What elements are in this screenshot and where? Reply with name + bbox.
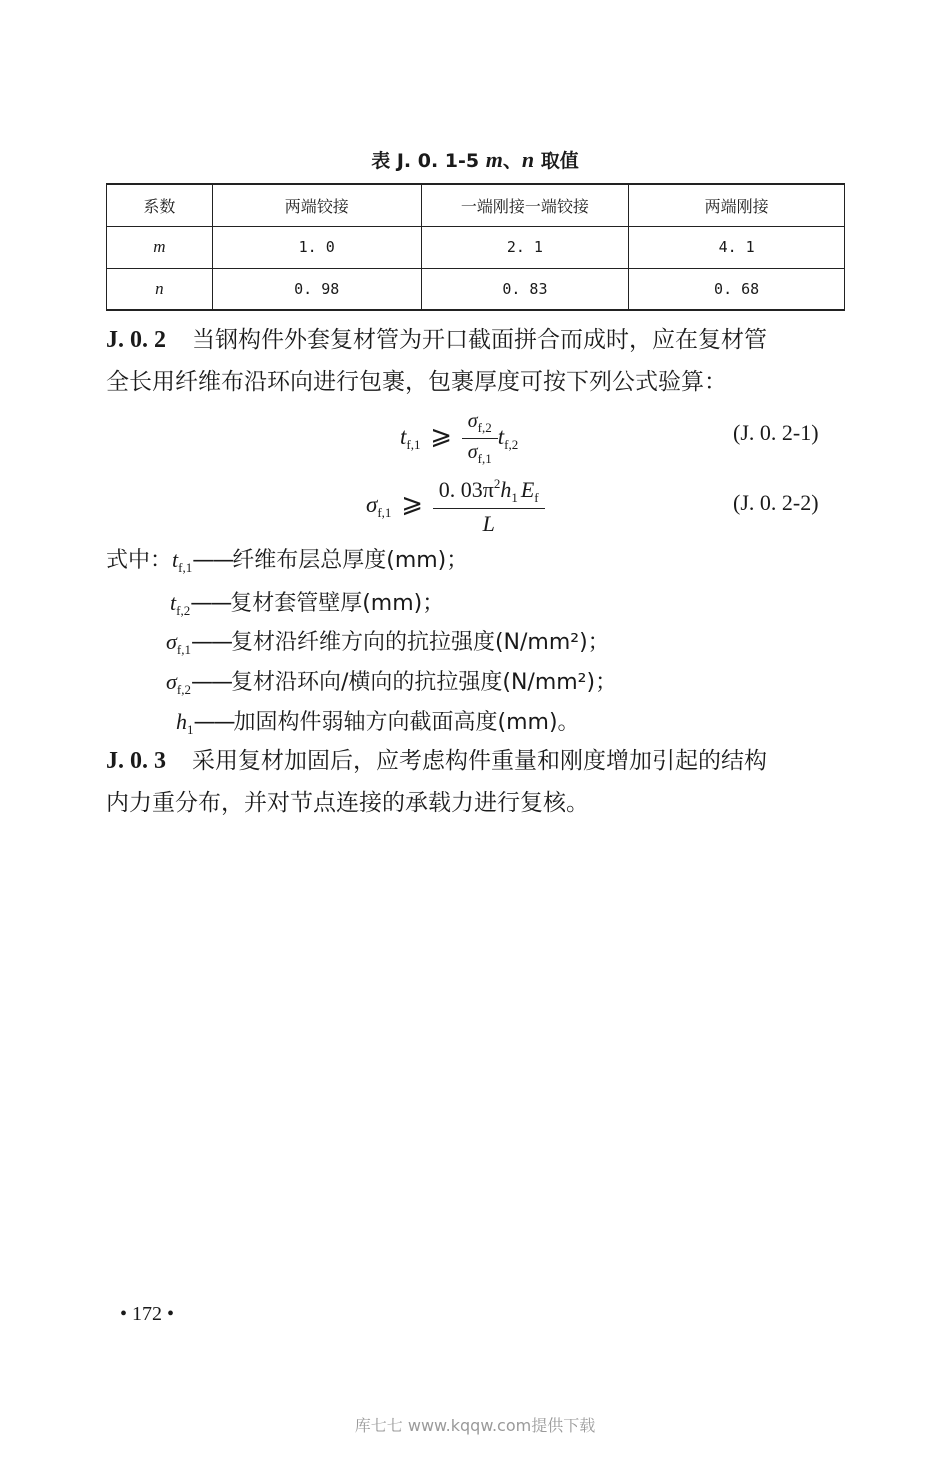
formula-label: (J. 0. 2-1) (733, 420, 819, 445)
section-text: 当钢构件外套复材管为开口截面拼合而成时，应在复材管 (192, 327, 767, 353)
table-title-suffix: 取值 (534, 150, 579, 172)
definition-desc: 复材沿环向/横向的抗拉强度(N/mm²)； (230, 670, 618, 695)
table-cell: 2. 1 (421, 226, 629, 268)
definition-item: 式中：$t_{f,1}——$纤维布层总厚度(mm)； (106, 547, 469, 575)
section-text: 采用复材加固后，应考虑构件重量和刚度增加引起的结构 (192, 748, 767, 774)
table-title-sep: 、 (502, 150, 522, 172)
definition-desc: 纤维布层总厚度(mm)； (232, 548, 469, 573)
section-j02-line1 (106, 319, 846, 361)
formula-j02-2: $\sigma_{f,1}$ ⩾ $\frac{0. 03\pi^2h_1 E_f}{L}$ (366, 476, 545, 537)
section-j03-line2: 内力重分布，并对节点连接的承载力进行复核。 (106, 790, 589, 816)
table-row (107, 226, 845, 268)
table-header-cell: 两端铰接 (212, 184, 421, 226)
section-j02 (106, 319, 846, 403)
table-cell: 1. 0 (212, 226, 421, 268)
formula-fraction: $\frac{0. 03\pi^2h_1 E_f}{L}$ (433, 476, 545, 537)
section-j03-line1 (106, 740, 846, 782)
watermark: 库七七 www.kqqw.com提供下载 (354, 1416, 596, 1435)
table-title-m: m (485, 147, 503, 172)
table-header-row (107, 184, 845, 226)
table-header-cell: 两端刚接 (629, 184, 845, 226)
formula-j02-1: $t_{f,1}$ ⩾ $\frac{\sigma_{f,2}}{\sigma_{f,1}}$ $t_{f,2}$ (400, 410, 519, 466)
row-symbol: m (107, 226, 213, 268)
definition-desc: 复材沿纤维方向的抗拉强度(N/mm²)； (230, 630, 610, 655)
section-number: J. 0. 3 (106, 748, 166, 774)
definition-item: $\sigma_{f,2}——$复材沿环向/横向的抗拉强度(N/mm²)； (166, 669, 618, 697)
table-title-n: n (521, 147, 535, 172)
table-cell: 0. 83 (421, 268, 629, 310)
formula-label: (J. 0. 2-2) (733, 490, 819, 515)
table-title (0, 146, 950, 173)
formula-fraction: $\frac{\sigma_{f,2}}{\sigma_{f,1}}$ (462, 410, 498, 467)
table-title-prefix: 表 J. 0. 1-5 (371, 150, 480, 172)
page-number: • 172 • (120, 1303, 175, 1325)
section-j03 (106, 740, 846, 824)
table-cell: 4. 1 (629, 226, 845, 268)
definition-item: $t_{f,2}——$复材套管壁厚(mm)； (170, 590, 445, 618)
table-header-cell: 一端刚接一端铰接 (421, 184, 629, 226)
table-cell: 0. 98 (212, 268, 421, 310)
definition-item: $h_1——$加固构件弱轴方向截面高度(mm)。 (176, 709, 580, 737)
definition-desc: 加固构件弱轴方向截面高度(mm)。 (233, 710, 580, 735)
formula-coefficient: 0. 03π (438, 477, 494, 502)
section-j02-line2: 全长用纤维布沿环向进行包裹，包裹厚度可按下列公式验算： (106, 369, 727, 395)
table-cell: 0. 68 (629, 268, 845, 310)
definitions-intro: 式中： (106, 548, 173, 573)
table-row (107, 268, 845, 310)
row-symbol: n (107, 268, 213, 310)
definition-item: $\sigma_{f,1}——$复材沿纤维方向的抗拉强度(N/mm²)； (166, 629, 610, 657)
table-header-cell: 系数 (107, 184, 213, 226)
coefficient-table (106, 183, 845, 311)
section-number: J. 0. 2 (106, 327, 166, 353)
definition-desc: 复材套管壁厚(mm)； (230, 591, 445, 616)
